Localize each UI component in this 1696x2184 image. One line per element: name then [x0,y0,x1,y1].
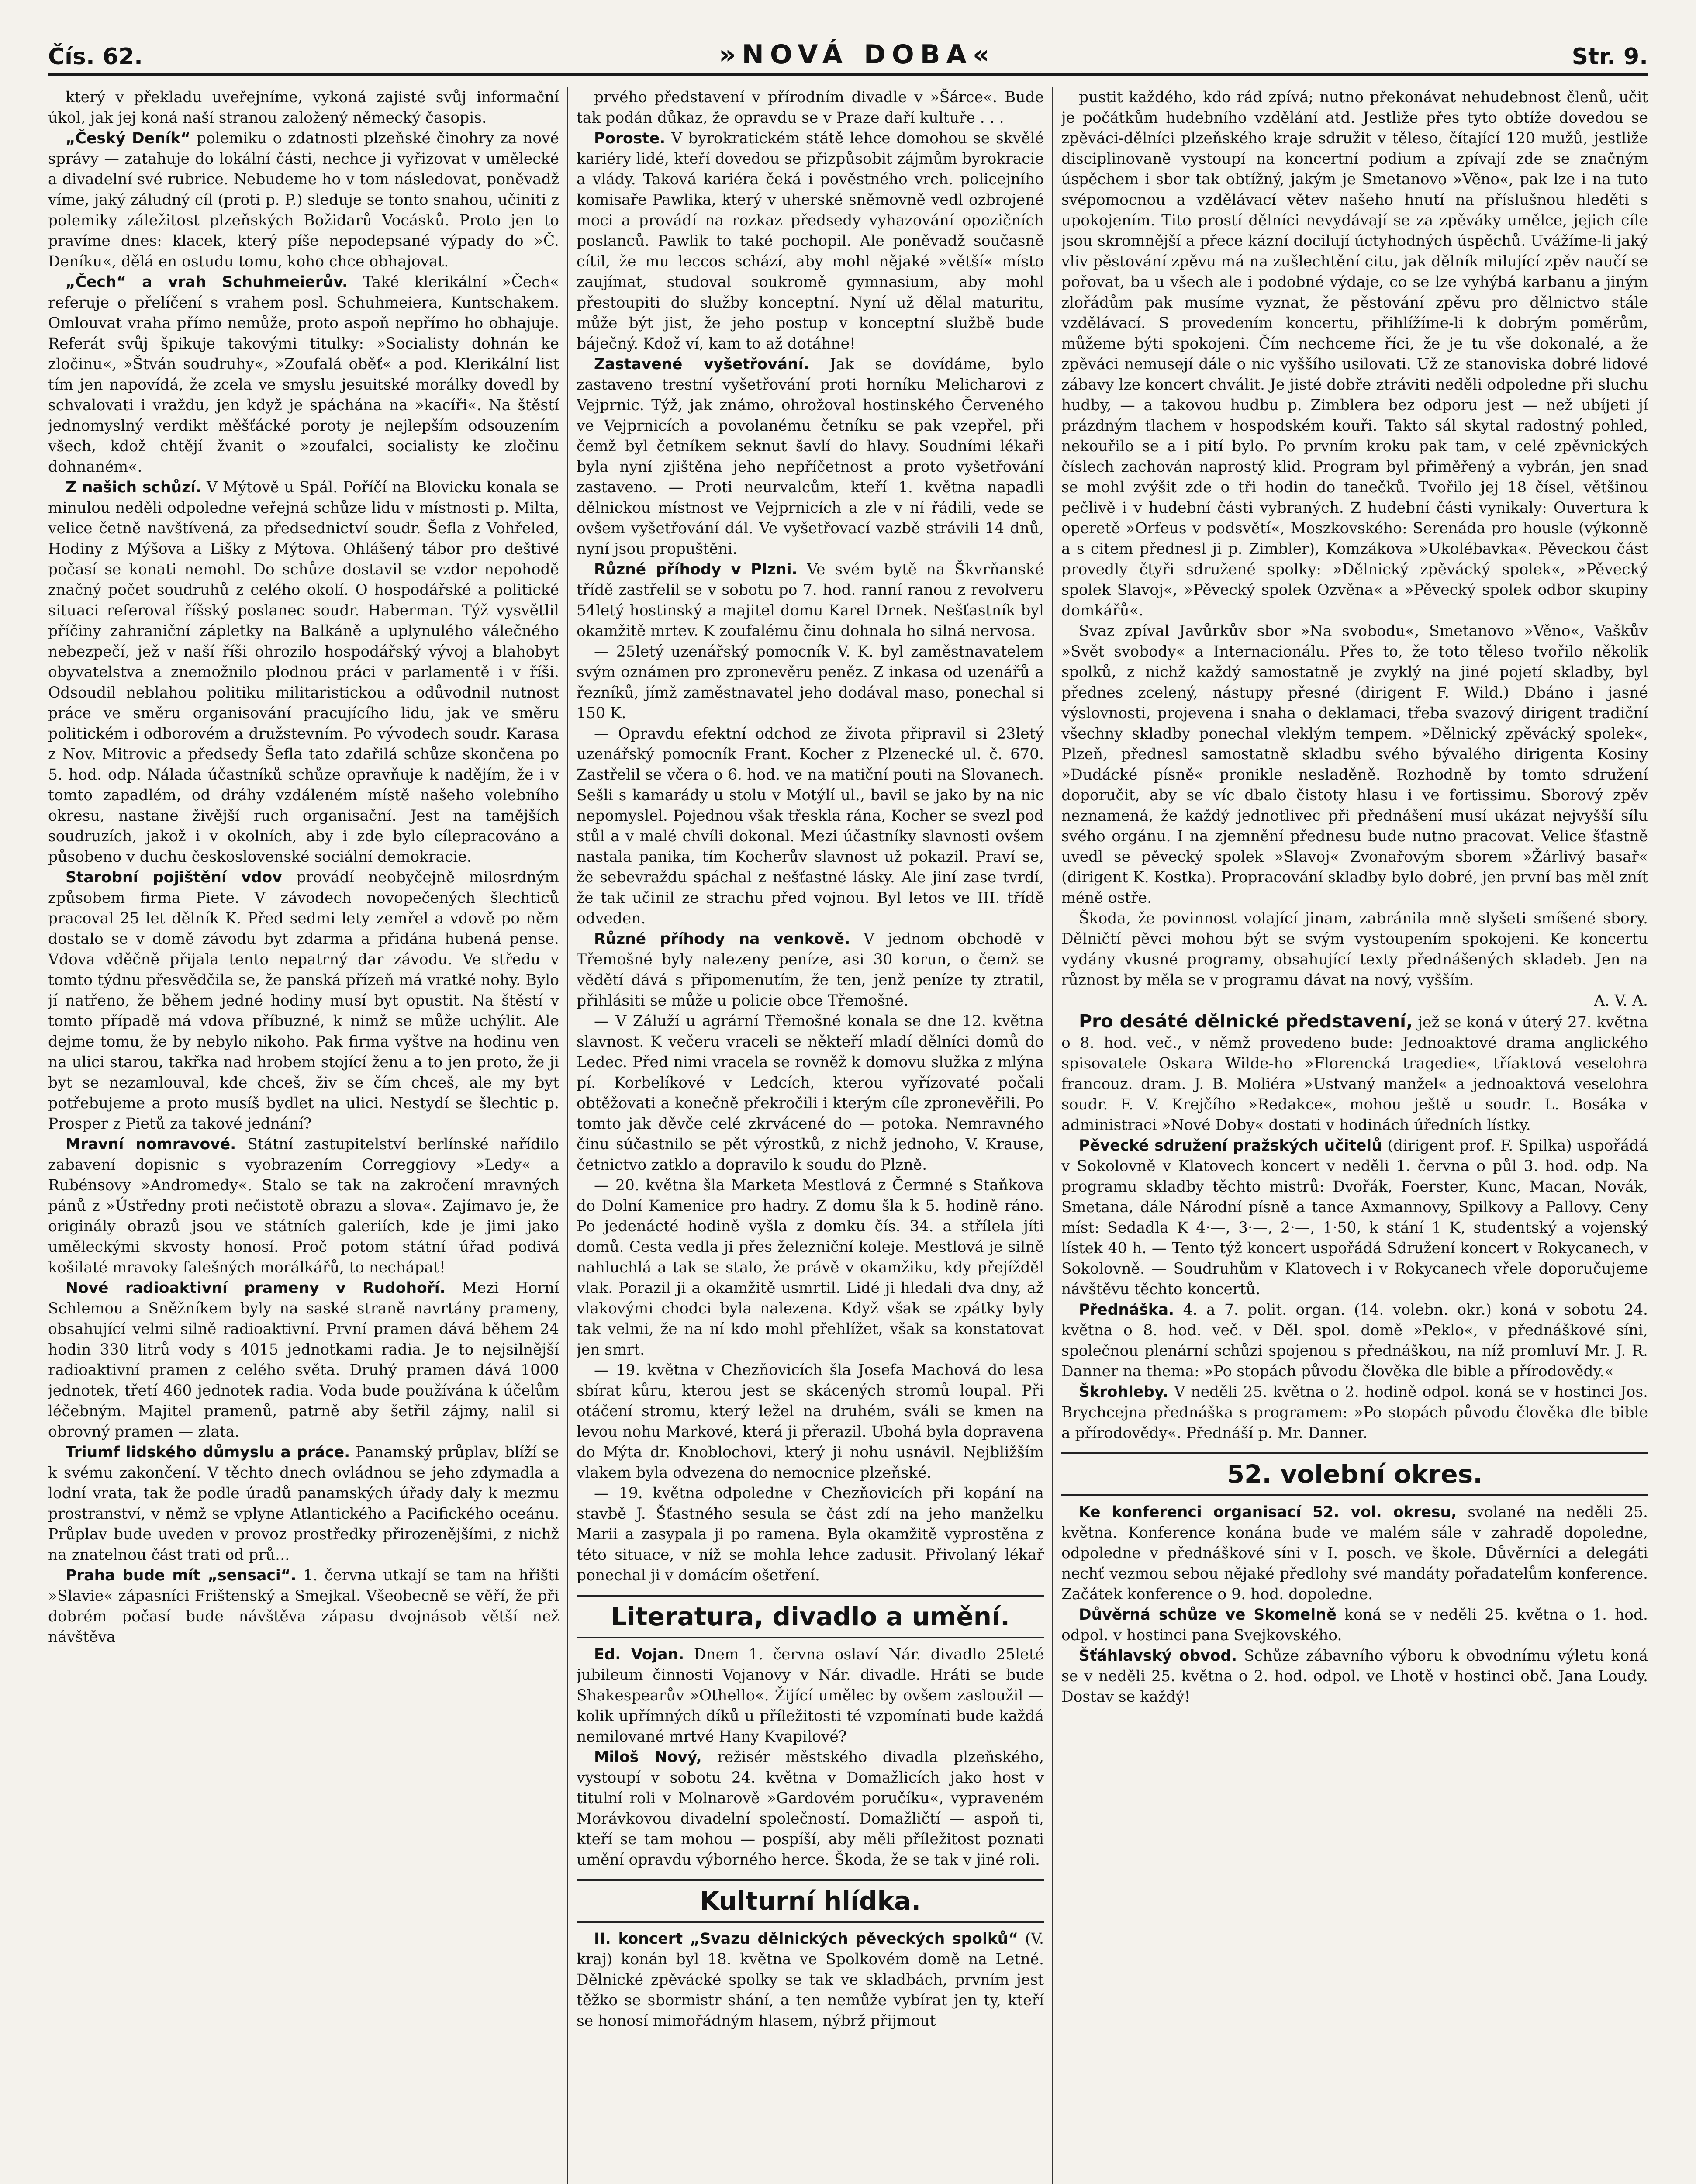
article-text: Jak se dovídáme, bylo zastaveno trestní vyšetřování proti horníku Melicharovi z Vejprnic. Týž, jak známo, ohrožoval hostinského Červeného ve Vejprnicích a povolanému četníku se pak vzepřel, při čemž byl četníkem seknut šavlí do hlavy. Soudními lékaři byla nyní zjištěna jeho nepříčetnost a proto vyšetřování zastaveno. — Proti neurvalcům, kteří 1. května napadli dělnickou místnost ve Vejprnicích a zle v ní řádili, vede se ovšem vyšetřování dál. Ve vyšetřovací vazbě strávili 14 dnů, nyní jsou propuštěni. [577,356,1044,558]
article-headline: Triumf lidského důmyslu a práce. [66,1444,350,1461]
article-headline: Různé příhody na venkově. [594,930,850,948]
article-headline: „Český Deník“ [66,130,191,147]
article-paragraph [48,1278,559,1442]
article-paragraph [577,87,1044,128]
article-headline: Škrohleby. [1079,1383,1169,1401]
column-divider [567,87,568,2184]
article-text: Škoda, že povinnost volající jinam, zabránila mně slyšeti smíšené sbory. Dělničtí pěvci mohou být se svým vystoupením spokojeni. Ke koncertu vydány vkusné programy, obsahující texty přednášených skladeb. Jen na různost by měla se v programu dávat na nový, vyšším. [1061,910,1648,989]
article-text: Státní zastupitelství berlínské nařídilo zabavení dopisnic s vyobrazením Correggiovy »Ledy« a Rubénsovy »Andromedy«. Stalo se tak na zakročení mravných pánů z »Ústředny proti nečistotě obrazu a slova«. Zajímavo je, že originály obrazů jsou ve státních galeriích, kde je jimi jako uměleckými skvosty honosí. Proč potom státní úřad podivá košilaté mravoky falešných morálkářů, to nechápat! [48,1136,559,1276]
article-text: Svaz zpíval Javůrkův sbor »Na svobodu«, Smetanovo »Věno«, Vaškův »Svět svobody« a Internacionálu. Přes to, že toto těleso tvořilo několik spolků, z nichž každý samostatně je zvyklý na jiné pojetí skladby, byl přednes zcelený, nástupy přesné (dirigent F. Wild.) Dbáno i jasné výslovnosti, projevena i snaha o deklamaci, třeba svazový dirigent tradiční všechny skladby ponechal vleklým tempem. »Dělnický zpěvácký spolek«, Plzeň, přednesl samostatně skladbu svého bývalého dirigenta Kosiny »Dudácké písně« pronikle nesladěně. Rozhodně by tomto sdružení doporučit, aby se víc dbalo čistoty hlasu i ve fortissimu. Sborový zpěv neznamená, že každý jednotlivec při přednášení musí ukázat nejvyšší sílu svého orgánu. I na zjemnění přednesu bude nutno pracovat. Velice šťastně uvedl se pěvecký spolek »Slavoj« Zvonařovým sborem »Žárlivý basař« (dirigent K. Kostka). Propracování skladby bylo dobré, jen první bas měl znít méně ostře. [1061,622,1648,907]
article-text: — 19. května v Chezňovicích šla Josefa Machová do lesa sbírat kůru, kterou jest se skácených stromů loupal. Při otáčení stromu, který ležel na druhém, sváli se kmen na levou nohu Markové, která ji přerazil. Ubohá byla dopravena do Mýta dr. Knoblochovi, který ji nohu usnávil. Nejbližším vlakem byla odvezena do nemocnice plzeňské. [577,1362,1044,1482]
article-headline: Přednáška. [1079,1301,1174,1319]
article-paragraph [48,1442,559,1565]
article-text: Ve svém bytě na Škvrňanské třídě zastřelil se v sobotu po 7. hod. ranní ranou z revolveru 54letý hostinský a majitel domu Karel Drnek. Nešťastník byl okamžitě mrtev. K zoufalému činu dohnala ho silná nervosa. [577,561,1044,640]
article-paragraph [48,867,559,1134]
article-headline: Pěvecké sdružení pražských učitelů [1079,1137,1382,1154]
article-paragraph [1061,1011,1648,1136]
article-paragraph [1061,1502,1648,1605]
article-paragraph [577,1483,1044,1586]
article-headline: Pro desáté dělnické představení, [1079,1011,1413,1032]
article-headline: Mravní nomravové. [66,1136,236,1153]
article-headline: Z našich schůzí. [66,479,202,496]
article-paragraph [577,1929,1044,2032]
article-paragraph [577,724,1044,929]
article-headline: Poroste. [594,130,666,147]
article-paragraph [48,128,559,272]
article-paragraph [48,87,559,128]
article-text: — 25letý uzenářský pomocník V. K. byl zaměstnavatelem svým oznámen pro zpronevěru peněz. Z inkasa od uzenářů a řezníků, jímž zaměstnavatel jeho dodával maso, ponechal si 150 K. [577,643,1044,722]
newspaper-title: »NOVÁ DOBA« [718,39,996,70]
page-number: Str. 9. [1572,44,1648,70]
article-text: režisér městského divadla plzeňského, vystoupí v sobotu 24. května v Domažlicích jako host v titulní roli v Molnarově »Gardovém poručíku«, vypraveném Morávkovou divadelní společností. Domažličtí — aspoň ti, kteří se tam mohou — pospíší, aby měli příležitost poznati umění opravdu výborného herce. Škoda, že se tak v jiné roli. [577,1749,1044,1869]
article-text: V neděli 25. května o 2. hodině odpol. koná se v hostinci Jos. Brychcejna přednáška s programem: »Po stopách původu člověka dle bible a přírodovědy«. Přednáší p. Mr. Danner. [1061,1383,1648,1442]
article-text: — Opravdu efektní odchod ze života připravil si 23letý uzenářský pomocník Frant. Kocher z Plzenecké ul. č. 670. Zastřelil se včera o 6. hod. ve na matiční pouti na Slovanech. Sešli s kamarády u stolu v Motýlí ul., bavil se jako by na nic nepomyslel. Pojednou však třeskla rána, Kocher se svezl pod stůl a v malé chvíli dokonal. Mezi účastníky slavnosti ovšem nastala panika, tím Kocherův slavnost už pokazil. Praví se, že sebevraždu spáchal z nešťastné lásky. Ale jiní zase tvrdí, že tak učinil ze strachu před vojnou. Byl letos ve III. třídě odveden. [577,725,1044,927]
article-headline: Různé příhody v Plzni. [594,561,798,578]
article-text: jež se koná v úterý 27. května o 8. hod. več., v němž provedeno bude: Jednoaktové drama anglického spisovatele Oskara Wilde-ho »Florencká tragedie«, tříaktová veselohra francouz. dram. J. B. Moliéra »Ustvaný manžel« a jednoaktová veselohra soudr. F. V. Krejčího »Redakce«, mohou ještě u soudr. L. Bosáka v administraci »Nové Doby« dostati v hodinách úředních lístky. [1061,1014,1648,1134]
article-text: polemiku o zdatnosti plzeňské činohry za nové správy — zatahuje do lokální části, nechce ji vyřizovat v umělecké a divadelní své rubrice. Nebudeme ho v tom následovat, poněvadž víme, jaký záludný cíl (proti p. P.) sleduje se tonto snahou, učiniti z polemiky záležitost plzeňských Božidarů Vocásků. Proto jen to pravíme dnes: klacek, který píše nepodepsané výpady do »Č. Deníku«, dělá en ostudu tomu, koho chce obhajovat. [48,130,559,270]
column-1 [48,87,559,2184]
article-headline: Ke konferenci organisací 52. vol. okresu, [1079,1503,1457,1521]
article-paragraph [1061,621,1648,909]
article-text: (V. kraj) konán byl 18. května ve Spolkovém domě na Letné. Dělnické zpěvácké spolky se tak ve skladbách, prvním jest těžko se sbormistr shání, a ten nemůže vybírat jen ty, kteří se honosí mimořádným hlasem, nýbrž přijmout [577,1930,1044,2030]
article-paragraph [1061,909,1648,991]
article-headline: Důvěrná schůze ve Skomelně [1079,1606,1337,1624]
article-text: Dnem 1. června oslaví Nár. divadlo 25leté jubileum činnosti Vojanovy v Nár. divadle. Hráti se bude Shakespearův »Othello«. Žijící umělec by ovšem zasloužil — kolik upřímných díků u příležitosti té vzpomínati bude každá nemilované mrtvé Hany Kvapilové? [577,1646,1044,1745]
article-headline: Starobní pojištění vdov [66,869,282,886]
article-headline: Ed. Vojan. [594,1646,684,1663]
article-text: Schůze zábavního výboru k obvodnímu výletu koná se v neděli 25. května o 2. hod. odpol. ve Lhotě v hostinci obč. Jana Loudy. Dostav se každý! [1061,1647,1648,1706]
article-text: 1. června utkají se tam na hřišti »Slavie« zápasníci Frištenský a Smejkal. Všeobecně se věří, že při dobrém počasí bude návštěva zápasu dvojnásob větší než návštěva [48,1567,559,1646]
author-signature: A. V. A. [1594,992,1648,1009]
article-paragraph [1061,1300,1648,1382]
article-text: který v překladu uveřejníme, vykoná zajisté svůj informační úkol, jak jej koná naší stranou založený německý časopis. [48,89,559,127]
article-text: Také klerikální »Čech« referuje o přelíčení s vrahem posl. Schuhmeiera, Kuntschakem. Omlouvat vraha přímo nemůže, proto aspoň nepřímo ho obhajuje. Referát svůj špikuje takovými titulky: »Socialisty dohnán ke zločinu«, »Štván soudruhy«, »Zoufalá oběť« a pod. Klerikální list tím jen napovídá, že zcela ve smyslu jesuitské morálky dovedl by schvalovati i vraždu, jen když je spáchána na »kacíři«. Na štěstí jednomyslný verdikt měšťácké poroty je nejlepším odsouzením všech, kdož chtějí žvanit o »zoufalci, socialisty ke zločinu dohnaném«. [48,273,559,476]
article-text: koná se v neděli 25. května o 1. hod. odpol. v hostinci pana Svejkovského. [1061,1606,1648,1644]
article-text: 4. a 7. polit. organ. (14. volebn. okr.) koná v sobotu 24. května o 8. hod. več. v Děl. spol. domě »Peklo«, v přednáškové síni, společnou plenární schůzi spojenou s přednáškou, na níž promluví Mr. J. R. Danner na thema: »Po stopách původu člověka dle bible a přírodovědy.« [1061,1301,1648,1380]
article-headline: II. koncert „Svazu dělnických pěveckých spolků“ [594,1930,1018,1948]
section-heading: Kulturní hlídka. [577,1879,1044,1923]
article-paragraph [577,128,1044,354]
article-paragraph [577,929,1044,1011]
issue-number: Čís. 62. [48,44,143,70]
section-heading: 52. volební okres. [1061,1452,1648,1496]
article-paragraph [577,1645,1044,1747]
column-divider [1052,87,1053,2184]
article-paragraph [577,642,1044,724]
article-paragraph [1061,1646,1648,1707]
article-text: (dirigent prof. F. Spilka) uspořádá v Sokolovně v Klatovech koncert v neděli 1. června o půl 3. hod. odp. Na programu skladby těchto mistrů: Dvořák, Foerster, Kunc, Macan, Novák, Smetana, dále Národní písně a tance Axmannovy, Spilkovy a Pallovy. Ceny míst: Sedadla K 4·—, 3·—, 2·—, 1·50, k stání 1 K, studentský a vojenský lístek 40 h. — Tento týž koncert uspořádá Sdružení koncert v Rokycanech, v Sokolovně. — Soudruhům v Klatovech i v Rokycanech vřele doporučujeme návštěvu těchto koncertů. [1061,1137,1648,1298]
article-text: V byrokratickém státě lehce domohou se skvělé kariéry lidé, kteří dovedou se přizpůsobit zájmům byrokracie a vlády. Taková kariéra čeká i pověstného vrch. policejního komisaře Pawlika, který v uherské sněmovně vedl ozbrojené moci a provádí na rozkaz předsedy vyhazování opozičních poslanců. Pawlik to také pochopil. Ale poněvadž současně cítil, že mu leccos schází, aby mohl nějaké »větší« místo zaujímat, studoval soukromě gymnasium, aby mohl přestoupiti do služby konceptní. Nyní už dělal maturitu, může být jist, že jeho postup v konceptní službě bude báječný. Kdož ví, kam to až dotáhne! [577,130,1044,352]
article-text: — 20. května šla Marketa Mestlová z Čermné s Staňkova do Dolní Kamenice pro hadry. Z domu šla k 5. hodině ráno. Po jedenácté hodině vyšla z domku čís. 34. a střílela jíti domů. Cesta vedla ji přes železniční koleje. Mestlová je silně nahluchlá a tak se stalo, že právě v okamžiku, kdy přejížděl vlak. Porazil ji a okamžitě usmrtil. Lidé ji hledali dva dny, až vlakovými chodci byla nalezena. Když však se zpátky byly tak velmi, že na ní kdo mohl přehlížet, však sa konstatovat jen smrt. [577,1177,1044,1358]
article-text: Mezi Horní Schlemou a Sněžníkem byly na saské straně navrtány prameny, obsahující velmi silně radioaktivní. První pramen dává během 24 hodin 330 litrů vody s 4015 jednotkami radia. Je to nejsilnější radioaktivní pramen z celého světa. Druhý pramen dává 1000 jednotek, třetí 460 jednotek radia. Voda bude používána k účelům léčebným. Majitel pramenů, patrně aby šetřil zájmy, nalil si obrovný pramen — zlata. [48,1279,559,1441]
article-paragraph [48,1565,559,1648]
article-headline: Praha bude mít „sensaci“. [66,1567,297,1584]
article-paragraph [577,354,1044,560]
article-paragraph [48,477,559,867]
article-headline: Nové radioaktivní prameny v Rudohoří. [66,1279,446,1297]
article-headline: „Čech“ a vrah Schuhmeierův. [66,273,348,291]
article-paragraph [577,1011,1044,1175]
article-text: prvého představení v přírodním divadle v »Šárce«. Bude tak podán důkaz, že opravdu se v Praze daří kultuře . . . [577,89,1044,127]
article-headline: Miloš Nový, [594,1749,702,1766]
article-paragraph [48,272,559,477]
section-heading: Literatura, divadlo a umění. [577,1595,1044,1638]
article-paragraph [48,1134,559,1278]
article-paragraph [577,1747,1044,1870]
article-paragraph [577,1175,1044,1360]
article-paragraph [577,1360,1044,1483]
masthead [48,17,1648,76]
article-paragraph [1061,1136,1648,1300]
article-text: V Mýtově u Spál. Poříčí na Blovicku konala se minulou neděli odpoledne veřejná schůze lidu v místnosti p. Milta, velice četně navštívená, za předsednictví soudr. Šefla z Vohřeled, Hodiny z Mýšova a Lišky z Mýtova. Ohlášený tábor pro deštivé počasí se konati nemohl. Do schůze dostavil se vzdor nepohodě značný počet soudruhů z celého okolí. O hospodářské a politické situaci referoval říšský poslanec soudr. Haberman. Týž vysvětlil příčiny zahraniční zápletky na Balkáně a uplynulého válečného nebezpečí, jež v naší říši ohrozilo hospodářský vývoj a blahobyt obyvatelstva a znemožnilo plodnou práci v parlamentě i v říši. Odsoudil neblahou politiku militaristickou a odůvodnil nutnost práce ve směru organisování pracujícího lidu, jak ve směru politickém i odborovém a družstevním. Po vývodech soudr. Karasa z Nov. Mitrovic a předsedy Šefla tato zdařilá schůze skončena po 5. hod. odp. Nálada účastníků schůze opravňuje k nadějím, že i v tomto zapadlém, od dráhy vzdáleném místě našeho volebního okresu, nastane živější ruch organisační. Jest na tamějších soudruzích, jakož i v okolních, aby i zde bylo cílepracováno a působeno v duchu československé sociální demokracie. [48,479,559,866]
article-paragraph [1061,87,1648,621]
article-text: Panamský průplav, blíží se k svému zakončení. V těchto dnech ovládnou se jeho zdymadla a lodní vrata, tak že podle úradů panamských úřady daly k mezmu prostranství, v němž se vplyne Atlantického a Pacifického oceánu. Průplav bude uveden v provoz prostředky přirozenějšími, z nichž na znatelnou část trati od prů... [48,1444,559,1564]
article-headline: Šťáhlavský obvod. [1079,1647,1237,1665]
article-text: provádí neobyčejně milosrdným způsobem firma Piete. V závodech novopečených šlechticů pracoval 25 let dělník K. Před sedmi lety zemřel a vdově po něm dostalo se v domě závodu byt zdarma a přidána hubená pense. Vdova vděčně přijala tento nepatrný dar závodu. Ve středu v tomto týdnu přesvědčila se, že panská přízeň má vratké nohy. Bylo jí natřeno, že během jedné hodiny musí byt opustit. Na štěstí v tomto případě má vdova příbuzné, k nimž se může uchýlit. Ale dejme tomu, že by nebylo nikoho. Pak firma vyštve na hodinu ven na ulici starou, takřka nad hrobem stojící ženu a to jen proto, že ji byt se nezamlouval, kde chceš, živ se čím chceš, ale my byt potřebujeme a proto musíš bydlet na ulici. Nestydí se šlechtic p. Prosper z Pietů za takové jednání? [48,869,559,1133]
article-text: svolané na neděli 25. května. Konference konána bude ve malém sále v zahradě dopoledne, odpoledne v přednáškové síni v I. posch. ve škole. Důvěrníci a delegáti nechť vezmou sebou nějaké předlohy své mandáty pořadatelům konference. Začátek konference o 9. hod. dopoledne. [1061,1503,1648,1603]
article-paragraph [577,560,1044,642]
article-paragraph [1061,1382,1648,1444]
column-2 [577,87,1044,2184]
article-text: V jednom obchodě v Třemošné byly nalezeny peníze, asi 30 korun, o čemž se vědětí dává s připomenutím, že ten, jenž peníze ty ztratil, přihlásiti se může u policie obce Třemošné. [577,930,1044,1009]
article-paragraph [1061,1605,1648,1646]
article-text: pustit každého, kdo rád zpívá; nutno překonávat nehudebnost členů, učit je počátkům hudebního vzdělání atd. Jestliže přes tyto obtíže dovedou se zpěváci-dělníci plzeňského kraje sdružit v těleso, čítající 120 mužů, jestliže disciplinovaně vystoupí na koncertní podium a zpívají zde se značným úspěchem i sbor tak obtížný, jakým je Smetanovo »Věno«, pak lze i na tuto svépomocnou a vzdělávací větev našeho hnutí na příslušnou hleděti s upokojením. Tito prostí dělníci nevydávají se za zpěváky umělce, jejich cíle jsou skromnější a přece kázní docilují úctyhodných úspěchů. Uvážíme-li jaký vliv pěstování zpěvu má na zušlechtění citu, jak dělník milující zpěv naučí se pořovat, ba u všech ale i podobné výdaje, co se lze vyhýbá karbanu a jiným zlořádům pak musíme vyznat, že pěstování zpěvu pro dělnictvo stále vzdělávací. S provedením koncertu, přihlížíme-li k dobrým poměrům, můžeme býti spokojeni. Čím nechceme říci, že je tu vše dokonalé, a že zpěváci nemusejí dále o nic vyššího usilovati. Už ze stanoviska dobré lidové zábavy lze koncert chválit. Je jisté dobře ztráviti neděli odpoledne při sluchu hudby, — a takovou hudbu p. Zimblera bez odporu jest — než ubíjeti jí prázdným tlachem v hospodském kouři. Takto sál skytal radostný pohled, nekouřilo se a i pití bylo. Po prvním kroku pak tam, v celé zpěvnických číslech zachován naprostý klid. Program byl přiměřený a vybrán, jen snad se mohl zvýšit zde o tři hodin do tanečků. Tvořilo jej 18 čísel, většinou pečlivě i v hudební části vybraných. Z hudební části vynikaly: Ouvertura k operetě »Orfeus v podsvětí«, Moszkovského: Serenáda pro housle (výkonně a s citem přednesl ji p. Zimbler), Komzákova »Ukolébavka«. Pěveckou část provedly čtyři sdružené spolky: »Dělnický zpěvácký spolek«, »Pěvecký spolek Slavoj«, »Pěvecký spolek Ozvěna« a »Pěvecký spolek odbor skupiny domkářů«. [1061,89,1648,619]
column-3 [1061,87,1648,2184]
article-text: — 19. května odpoledne v Chezňovicích při kopání na stavbě J. Šťastného sesula se část zdí na jeho manželku Marii a zasypala ji po ramena. Byla okamžitě vyprostěna z této situace, v níž se mohla lehce zadusit. Přivolaný lékař ponechal ji v domácím ošetření. [577,1485,1044,1584]
article-text: — V Záluží u agrární Třemošné konala se dne 12. května slavnost. K večeru vraceli se někteří mladí dělníci domů do Ledec. Před nimi vracela se rovněž k domovu služka z mlýna pí. Korbelíkové v Ledcích, kterou vyřízovaté počali obtěžovati a konečně překročili i kterým cíle zpronevěřili. Po tomto jak děvče celé zkrvácené do — potoka. Nemravného činu súčastnilo se pět výrostků, z nichž jednoho, V. Krause, četnictvo zatklo a dopravilo k soudu do Plzně. [577,1013,1044,1174]
article-headline: Zastavené vyšetřování. [594,356,809,373]
